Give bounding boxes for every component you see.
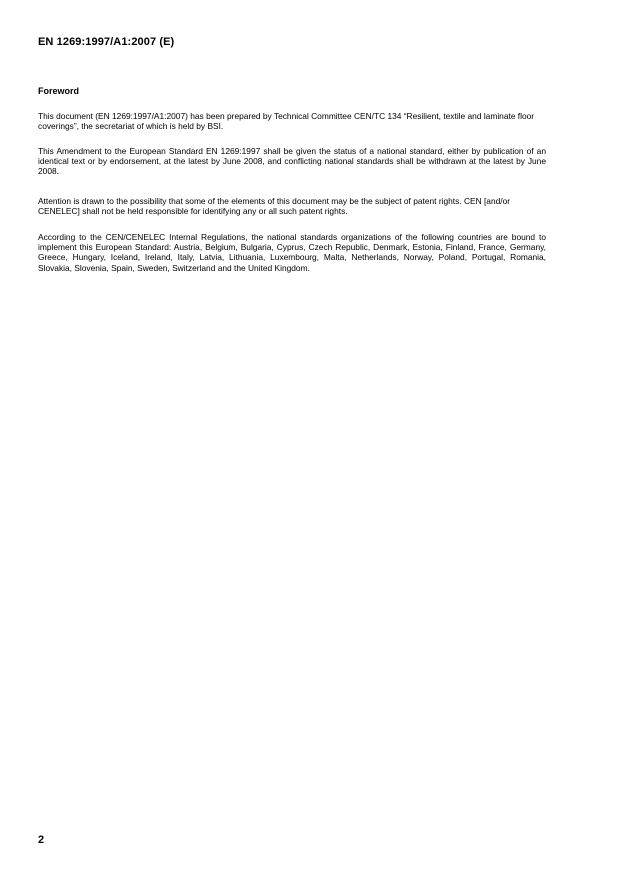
foreword-paragraph-4: According to the CEN/CENELEC Internal Regulations, the national standards organizations of the following countries are bound to implement this European Standard: Austria, Belgium, Bulgaria, Cyprus, Czech Republic, Denmark, Estonia, Finland, France, Germany, Greece, Hungary, Iceland, Ireland, Italy, Latvia, Lithuania, Luxembourg, Malta, Netherlands, Norway, Poland, Portugal, Romania, Slovakia, Slovenia, Spain, Sweden, Switzerland and the United Kingdom. [38, 232, 546, 273]
page-number: 2 [38, 834, 45, 846]
foreword-paragraph-1: This document (EN 1269:1997/A1:2007) has been prepared by Technical Committee CEN/TC 134 “Resilient, textile and laminate floor coverings”, the secretariat of which is held by BSI. [38, 111, 535, 132]
foreword-paragraph-2: This Amendment to the European Standard EN 1269:1997 shall be given the status of a national standard, either by publication of an identical text or by endorsement, at the latest by June 2008, and conflicting national standards shall be withdrawn at the latest by June 2008. [38, 146, 546, 177]
foreword-paragraph-3: Attention is drawn to the possibility that some of the elements of this document may be the subject of patent rights. CEN [and/or CENELEC] shall not be held responsible for identifying any or all such patent rights. [38, 196, 511, 217]
document-id-header: EN 1269:1997/A1:2007 (E) [38, 36, 175, 48]
foreword-heading: Foreword [38, 86, 80, 96]
